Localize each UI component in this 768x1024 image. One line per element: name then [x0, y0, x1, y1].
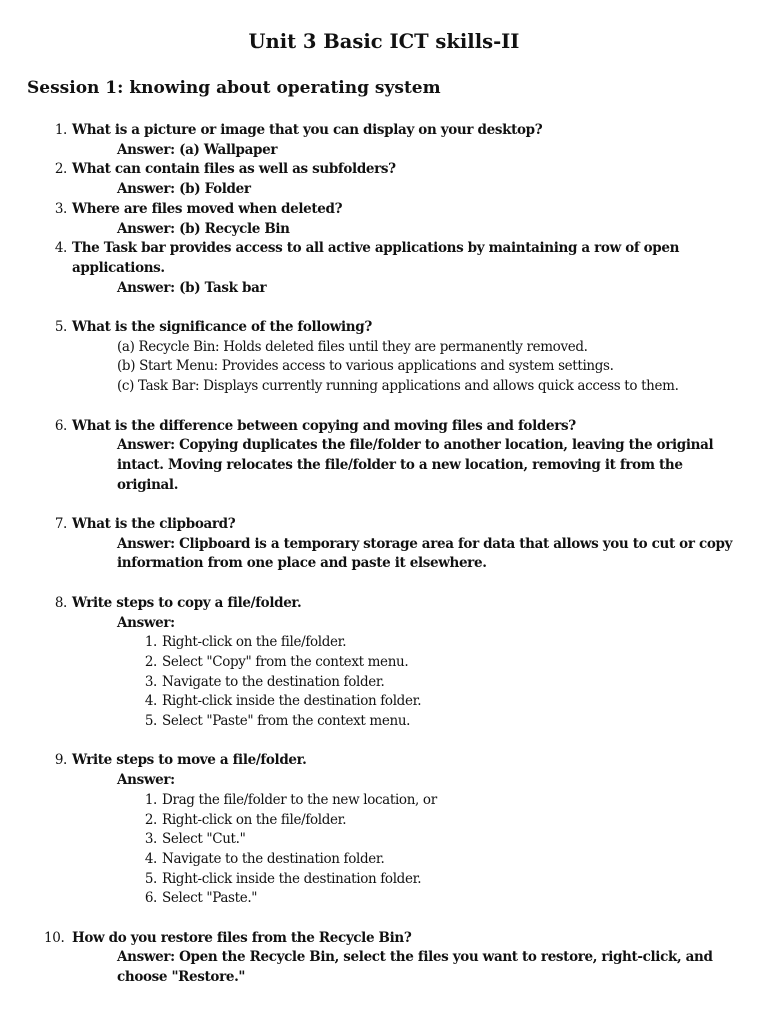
question-number: 1.	[54, 122, 67, 138]
question-text: What is the difference between copying and moving files and folders?	[72, 417, 576, 434]
question-text: What is a picture or image that you can display on your desktop?	[72, 122, 543, 138]
answer-text: Answer: (b) Folder	[117, 181, 251, 198]
step-item	[117, 633, 768, 653]
question-item	[0, 200, 768, 239]
question-number: 7.	[54, 516, 67, 533]
step-number: 5.	[144, 713, 157, 730]
question-text: What is the clipboard?	[72, 516, 236, 533]
step-number: 4.	[144, 693, 157, 710]
step-text: Right-click inside the destination folder.	[162, 870, 422, 887]
answer-text: Answer: (a) Wallpaper	[117, 141, 278, 158]
question-number: 5.	[54, 319, 67, 336]
step-item	[117, 830, 768, 850]
step-item	[117, 692, 768, 712]
question-number: 10.	[44, 929, 65, 946]
step-number: 5.	[144, 870, 157, 887]
answer-label: Answer:	[117, 772, 175, 789]
step-list	[117, 633, 768, 732]
question-number: 9.	[54, 752, 67, 769]
step-item	[117, 870, 768, 890]
step-number: 4.	[144, 850, 157, 867]
step-number: 1.	[144, 634, 157, 651]
step-item	[117, 811, 768, 831]
step-item	[117, 653, 768, 673]
question-item	[0, 417, 768, 496]
step-text: Select "Paste."	[162, 890, 258, 907]
step-text: Navigate to the destination folder.	[162, 673, 385, 690]
step-list	[117, 791, 768, 909]
question-item	[0, 239, 768, 298]
question-text: What is the significance of the following?	[72, 319, 372, 336]
step-number: 3.	[144, 673, 157, 690]
step-number: 3.	[144, 831, 157, 848]
answer-label: Answer:	[117, 614, 175, 631]
question-text: How do you restore files from the Recycle Bin?	[72, 929, 412, 946]
step-item	[117, 889, 768, 909]
question-item	[0, 929, 768, 988]
answer-part: (a) Recycle Bin: Holds deleted files until they are permanently removed.	[117, 338, 588, 355]
step-text: Select "Paste" from the context menu.	[162, 713, 411, 730]
question-text: What can contain files as well as subfolders?	[72, 161, 396, 178]
question-number: 6.	[54, 417, 67, 434]
question-text: Where are files moved when deleted?	[72, 200, 343, 217]
answer-text: Answer: (b) Task bar	[117, 279, 267, 296]
question-item	[0, 751, 768, 909]
step-text: Drag the file/folder to the new location, or	[162, 791, 437, 808]
step-text: Select "Cut."	[162, 831, 246, 848]
question-item	[0, 594, 768, 732]
step-item	[117, 673, 768, 693]
step-number: 1.	[144, 791, 157, 808]
question-item	[0, 160, 768, 199]
answer-text: Answer: Open the Recycle Bin, select the files you want to restore, right-click, and choose "Restore."	[117, 949, 713, 986]
step-text: Right-click on the file/folder.	[162, 811, 347, 828]
answer-part: (b) Start Menu: Provides access to various applications and system settings.	[117, 358, 614, 375]
question-item	[0, 515, 768, 574]
step-item	[117, 712, 768, 732]
step-number: 6.	[144, 890, 157, 907]
step-item	[117, 850, 768, 870]
step-text: Right-click inside the destination folder.	[162, 693, 422, 710]
step-text: Navigate to the destination folder.	[162, 850, 385, 867]
document-title: Unit 3 Basic ICT skills-II	[248, 30, 520, 53]
question-number: 2.	[54, 161, 67, 178]
step-text: Select "Copy" from the context menu.	[162, 653, 409, 670]
question-number: 8.	[54, 594, 67, 611]
answer-text: Answer: Copying duplicates the file/folder to another location, leaving the original intact. Moving relocates the file/folder to a new location, removing it from the original.	[117, 437, 714, 493]
answer-text: Answer: Clipboard is a temporary storage area for data that allows you to cut or copy information from one place and paste it elsewhere.	[117, 535, 733, 572]
step-number: 2.	[144, 653, 157, 670]
question-number: 4.	[54, 240, 67, 257]
step-number: 2.	[144, 811, 157, 828]
question-text: The Task bar provides access to all active applications by maintaining a row of open applications.	[72, 240, 680, 276]
question-text: Write steps to copy a file/folder.	[72, 594, 302, 611]
answer-parts	[117, 338, 747, 397]
question-list	[0, 121, 768, 988]
question-text: Write steps to move a file/folder.	[72, 752, 307, 769]
question-item	[0, 121, 768, 160]
step-item	[117, 791, 768, 811]
question-number: 3.	[54, 200, 67, 217]
session-heading: Session 1: knowing about operating system	[27, 78, 441, 98]
step-text: Right-click on the file/folder.	[162, 634, 347, 651]
answer-part: (c) Task Bar: Displays currently running applications and allows quick access to them.	[117, 378, 679, 395]
answer-text: Answer: (b) Recycle Bin	[117, 220, 290, 237]
question-item	[0, 318, 768, 397]
